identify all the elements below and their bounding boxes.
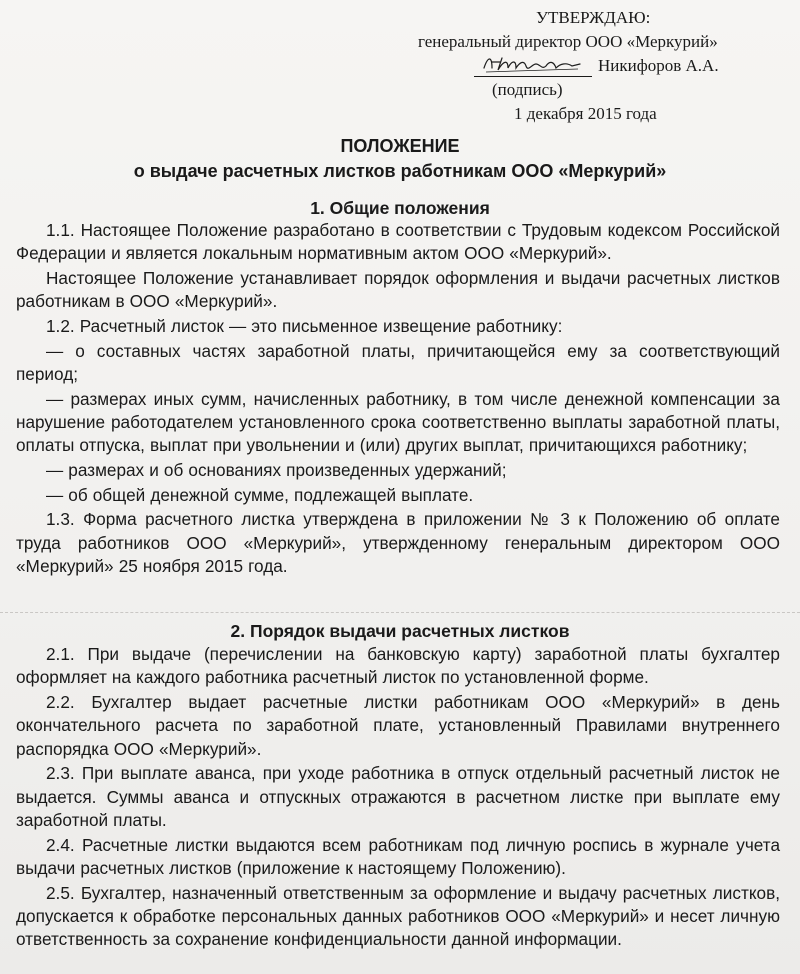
paragraph: — об общей денежной сумме, подлежащей выплате. [46,484,474,505]
paragraph: — о составных частях заработной платы, причитающейся ему за соответствующий период; [16,340,780,384]
signature-line [474,54,592,77]
title-line-1: ПОЛОЖЕНИЕ [340,136,460,156]
paragraph: 2.3. При выплате аванса, при уходе работника в отпуск отдельный расчетный листок не выдается. Суммы аванса и отпускных отражаются в расчетном листке при выплате ему заработной платы. [16,763,780,830]
paragraph: — размерах иных сумм, начисленных работнику, в том числе денежной компенсации за нарушение работодателем установленного срока соответственно выплаты заработной платы, оплаты отпуска, выплат при увольнении и (или) других выплат, причитающихся работнику; [16,388,780,456]
paragraph: 1.3. Форма расчетного листка утверждена в приложении № 3 к Положению об оплате труда работников ООО «Меркурий», утвержденному генеральным директором ООО «Меркурий» 25 ноября 2015 года. [16,509,780,576]
page-fold-divider [0,612,800,614]
document-title [0,134,800,184]
paragraph: — размерах и об основаниях произведенных удержаний; [46,459,507,480]
title-line-2: о выдаче расчетных листков работникам ООО «Меркурий» [133,161,667,181]
paragraph: 1.1. Настоящее Положение разработано в соответствии с Трудовым кодексом Российской Федерации и является локальным нормативным актом ООО «Меркурий». [16,220,780,264]
signer-name: Никифоров А.А. [598,56,719,75]
section-2-body [16,643,780,953]
handwritten-signature [480,52,586,76]
paragraph: 2.1. При выдаче (перечислении на банковскую карту) заработной платы бухгалтер оформляет на каждого работника расчетный листок по установленной форме. [16,644,780,688]
section-1-heading: 1. Общие положения [310,198,490,218]
section-2-heading: 2. Порядок выдачи расчетных листков [230,621,570,641]
approval-date: 1 декабря 2015 года [514,104,657,123]
approver-position: генеральный директор ООО «Меркурий» [418,32,718,51]
paragraph: Настоящее Положение устанавливает порядок оформления и выдачи расчетных листков работникам в ООО «Меркурий». [16,267,780,312]
approval-heading: УТВЕРЖДАЮ: [536,8,651,27]
section-1-body [16,219,780,580]
paragraph: 1.2. Расчетный листок — это письменное извещение работнику: [46,315,563,336]
approval-block [418,6,778,126]
signature-row [418,54,778,78]
paragraph: 2.5. Бухгалтер, назначенный ответственным за оформление и выдачу расчетных листков, допускается к обработке персональных данных работников ООО «Меркурий» и несет личную ответственность за сохранение конфиденциальности данной информации. [16,882,780,950]
signature-caption: (подпись) [492,80,563,99]
paragraph: 2.2. Бухгалтер выдает расчетные листки работникам ООО «Меркурий» в день окончательного расчета по заработной плате, установленный Правилами внутреннего распорядка ООО «Меркурий». [16,691,780,759]
paragraph: 2.4. Расчетные листки выдаются всем работникам под личную роспись в журнале учета выдачи расчетных листков (приложение к настоящему Положению). [16,834,780,878]
